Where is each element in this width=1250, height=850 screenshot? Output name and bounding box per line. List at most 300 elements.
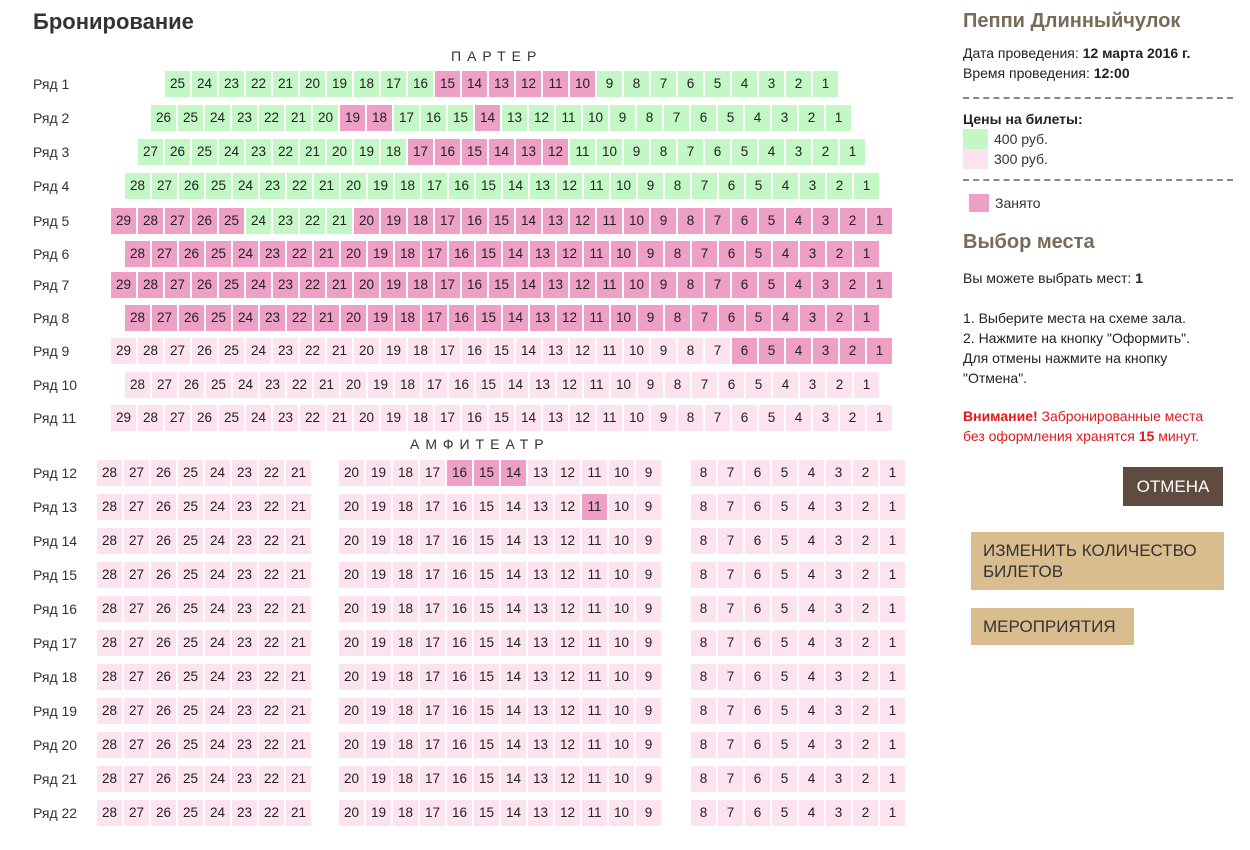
- seat[interactable]: 8: [691, 494, 716, 520]
- seat[interactable]: 23: [273, 338, 298, 364]
- seat[interactable]: 7: [718, 596, 743, 622]
- seat[interactable]: 21: [327, 208, 352, 234]
- seat[interactable]: 9: [636, 562, 661, 588]
- seat[interactable]: 19: [366, 766, 391, 792]
- seat[interactable]: 26: [151, 766, 176, 792]
- seat[interactable]: 17: [422, 372, 447, 398]
- seat[interactable]: 15: [474, 630, 499, 656]
- seat[interactable]: 12: [555, 460, 580, 486]
- seat[interactable]: 21: [286, 630, 311, 656]
- seat[interactable]: 25: [178, 460, 203, 486]
- seat[interactable]: 17: [420, 664, 445, 690]
- seat[interactable]: 18: [393, 460, 418, 486]
- seat[interactable]: 1: [854, 372, 879, 398]
- seat[interactable]: 3: [786, 139, 811, 165]
- seat[interactable]: 27: [165, 338, 190, 364]
- seat[interactable]: 5: [718, 105, 743, 131]
- seat[interactable]: 5: [772, 494, 797, 520]
- seat[interactable]: 24: [205, 494, 230, 520]
- seat[interactable]: 6: [719, 173, 744, 199]
- seat[interactable]: 6: [745, 664, 770, 690]
- seat[interactable]: 18: [393, 732, 418, 758]
- seat[interactable]: 10: [609, 562, 634, 588]
- seat[interactable]: 22: [259, 596, 284, 622]
- seat[interactable]: 9: [636, 494, 661, 520]
- seat[interactable]: 10: [609, 698, 634, 724]
- seat[interactable]: 7: [705, 405, 730, 431]
- seat[interactable]: 27: [124, 766, 149, 792]
- seat[interactable]: 2: [840, 405, 865, 431]
- seat[interactable]: 23: [273, 208, 298, 234]
- seat[interactable]: 8: [624, 71, 649, 97]
- seat[interactable]: 14: [501, 800, 526, 826]
- seat[interactable]: 15: [474, 596, 499, 622]
- seat[interactable]: 17: [422, 173, 447, 199]
- seat[interactable]: 6: [719, 372, 744, 398]
- seat[interactable]: 9: [636, 800, 661, 826]
- seat[interactable]: 27: [124, 698, 149, 724]
- seat[interactable]: 4: [799, 732, 824, 758]
- seat[interactable]: 17: [420, 698, 445, 724]
- seat[interactable]: 3: [826, 766, 851, 792]
- seat[interactable]: 19: [366, 596, 391, 622]
- seat[interactable]: 18: [395, 173, 420, 199]
- seat[interactable]: 10: [583, 105, 608, 131]
- seat[interactable]: 18: [393, 800, 418, 826]
- seat[interactable]: 22: [259, 494, 284, 520]
- seat[interactable]: 28: [125, 372, 150, 398]
- seat[interactable]: 16: [447, 732, 472, 758]
- seat[interactable]: 24: [233, 372, 258, 398]
- seat[interactable]: 18: [408, 405, 433, 431]
- seat[interactable]: 28: [138, 338, 163, 364]
- seat[interactable]: 7: [718, 664, 743, 690]
- seat[interactable]: 21: [286, 596, 311, 622]
- seat[interactable]: 24: [246, 208, 271, 234]
- seat[interactable]: 20: [300, 71, 325, 97]
- seat[interactable]: 19: [366, 630, 391, 656]
- seat[interactable]: 22: [259, 800, 284, 826]
- seat[interactable]: 5: [772, 596, 797, 622]
- seat[interactable]: 13: [528, 562, 553, 588]
- seat[interactable]: 9: [624, 139, 649, 165]
- seat[interactable]: 2: [853, 460, 878, 486]
- seat[interactable]: 26: [151, 494, 176, 520]
- seat[interactable]: 24: [219, 139, 244, 165]
- seat[interactable]: 15: [448, 105, 473, 131]
- seat[interactable]: 12: [555, 732, 580, 758]
- seat[interactable]: 21: [286, 562, 311, 588]
- seat[interactable]: 13: [543, 338, 568, 364]
- seat[interactable]: 4: [799, 698, 824, 724]
- seat[interactable]: 1: [880, 494, 905, 520]
- seat[interactable]: 15: [474, 800, 499, 826]
- seat[interactable]: 8: [691, 800, 716, 826]
- seat[interactable]: 19: [381, 405, 406, 431]
- seat[interactable]: 26: [151, 596, 176, 622]
- seat[interactable]: 16: [447, 766, 472, 792]
- seat[interactable]: 3: [759, 71, 784, 97]
- seat[interactable]: 27: [124, 596, 149, 622]
- seat[interactable]: 23: [260, 372, 285, 398]
- seat[interactable]: 14: [501, 528, 526, 554]
- seat[interactable]: 1: [867, 405, 892, 431]
- seat[interactable]: 27: [152, 173, 177, 199]
- seat[interactable]: 24: [205, 105, 230, 131]
- seat[interactable]: 12: [557, 173, 582, 199]
- seat[interactable]: 1: [880, 800, 905, 826]
- seat[interactable]: 7: [718, 698, 743, 724]
- seat[interactable]: 8: [691, 596, 716, 622]
- seat[interactable]: 18: [354, 71, 379, 97]
- seat[interactable]: 6: [745, 800, 770, 826]
- seat[interactable]: 5: [772, 562, 797, 588]
- seat[interactable]: 20: [354, 405, 379, 431]
- seat[interactable]: 9: [597, 71, 622, 97]
- seat[interactable]: 3: [826, 630, 851, 656]
- seat[interactable]: 14: [501, 596, 526, 622]
- seat[interactable]: 22: [259, 732, 284, 758]
- seat[interactable]: 17: [420, 460, 445, 486]
- seat[interactable]: 6: [745, 460, 770, 486]
- seat[interactable]: 8: [651, 139, 676, 165]
- seat[interactable]: 14: [516, 338, 541, 364]
- seat[interactable]: 19: [366, 800, 391, 826]
- seat[interactable]: 9: [651, 405, 676, 431]
- seat[interactable]: 16: [449, 372, 474, 398]
- seat[interactable]: 16: [447, 528, 472, 554]
- seat[interactable]: 24: [205, 800, 230, 826]
- seat[interactable]: 24: [205, 664, 230, 690]
- seat[interactable]: 7: [718, 800, 743, 826]
- seat[interactable]: 7: [718, 494, 743, 520]
- seat[interactable]: 11: [582, 460, 607, 486]
- seat[interactable]: 1: [880, 562, 905, 588]
- seat[interactable]: 28: [97, 800, 122, 826]
- seat[interactable]: 5: [772, 698, 797, 724]
- seat[interactable]: 8: [691, 528, 716, 554]
- seat[interactable]: 10: [624, 338, 649, 364]
- seat[interactable]: 23: [232, 528, 257, 554]
- seat[interactable]: 3: [826, 528, 851, 554]
- seat[interactable]: 19: [366, 698, 391, 724]
- seat[interactable]: 4: [759, 139, 784, 165]
- seat[interactable]: 19: [368, 372, 393, 398]
- seat[interactable]: 28: [125, 173, 150, 199]
- seat[interactable]: 24: [246, 405, 271, 431]
- seat[interactable]: 16: [447, 664, 472, 690]
- seat[interactable]: 2: [827, 372, 852, 398]
- seat[interactable]: 8: [665, 372, 690, 398]
- seat[interactable]: 4: [786, 405, 811, 431]
- seat[interactable]: 12: [570, 338, 595, 364]
- seat[interactable]: 3: [826, 562, 851, 588]
- seat[interactable]: 3: [800, 173, 825, 199]
- seat[interactable]: 15: [474, 732, 499, 758]
- seat[interactable]: 10: [611, 372, 636, 398]
- seat[interactable]: 14: [501, 664, 526, 690]
- seat[interactable]: 1: [880, 596, 905, 622]
- seat[interactable]: 27: [124, 562, 149, 588]
- seat[interactable]: 10: [611, 173, 636, 199]
- seat[interactable]: 27: [152, 372, 177, 398]
- seat[interactable]: 7: [692, 173, 717, 199]
- seat[interactable]: 24: [205, 732, 230, 758]
- seat[interactable]: 4: [773, 372, 798, 398]
- seat[interactable]: 6: [745, 630, 770, 656]
- seat[interactable]: 22: [259, 460, 284, 486]
- seat[interactable]: 3: [813, 405, 838, 431]
- seat[interactable]: 1: [880, 630, 905, 656]
- seat[interactable]: 8: [691, 698, 716, 724]
- seat[interactable]: 3: [826, 494, 851, 520]
- seat[interactable]: 17: [420, 562, 445, 588]
- seat[interactable]: 4: [773, 173, 798, 199]
- seat[interactable]: 19: [366, 494, 391, 520]
- seat[interactable]: 21: [286, 766, 311, 792]
- seat[interactable]: 22: [259, 664, 284, 690]
- seat[interactable]: 26: [151, 630, 176, 656]
- seat[interactable]: 4: [799, 630, 824, 656]
- seat[interactable]: 6: [745, 732, 770, 758]
- seat[interactable]: 23: [260, 173, 285, 199]
- seat[interactable]: 20: [339, 698, 364, 724]
- seat[interactable]: 21: [286, 664, 311, 690]
- seat[interactable]: 9: [636, 460, 661, 486]
- seat[interactable]: 1: [826, 105, 851, 131]
- seat[interactable]: 3: [826, 800, 851, 826]
- seat[interactable]: 5: [759, 405, 784, 431]
- seat[interactable]: 17: [394, 105, 419, 131]
- seat[interactable]: 28: [97, 732, 122, 758]
- seat[interactable]: 6: [745, 766, 770, 792]
- seat[interactable]: 12: [555, 698, 580, 724]
- seat[interactable]: 7: [718, 528, 743, 554]
- seat[interactable]: 11: [582, 732, 607, 758]
- seat[interactable]: 17: [420, 596, 445, 622]
- seat[interactable]: 24: [205, 630, 230, 656]
- seat[interactable]: 18: [408, 338, 433, 364]
- seat[interactable]: 11: [570, 139, 595, 165]
- seat[interactable]: 21: [273, 71, 298, 97]
- seat[interactable]: 13: [528, 800, 553, 826]
- seat[interactable]: 14: [501, 732, 526, 758]
- seat[interactable]: 24: [205, 562, 230, 588]
- seat[interactable]: 11: [556, 105, 581, 131]
- seat[interactable]: 11: [584, 173, 609, 199]
- seat[interactable]: 24: [192, 71, 217, 97]
- seat[interactable]: 3: [826, 596, 851, 622]
- seat[interactable]: 5: [772, 630, 797, 656]
- seat[interactable]: 4: [799, 460, 824, 486]
- seat[interactable]: 2: [853, 494, 878, 520]
- seat[interactable]: 2: [853, 630, 878, 656]
- seat[interactable]: 23: [246, 139, 271, 165]
- seat[interactable]: 14: [501, 698, 526, 724]
- seat[interactable]: 25: [178, 105, 203, 131]
- seat[interactable]: 17: [420, 766, 445, 792]
- seat[interactable]: 24: [233, 173, 258, 199]
- seat[interactable]: 28: [97, 562, 122, 588]
- seat[interactable]: 23: [232, 494, 257, 520]
- seat[interactable]: 1: [813, 71, 838, 97]
- seat[interactable]: 19: [381, 338, 406, 364]
- seat[interactable]: 16: [447, 800, 472, 826]
- seat[interactable]: 4: [799, 562, 824, 588]
- seat[interactable]: 14: [501, 630, 526, 656]
- seat[interactable]: 9: [610, 105, 635, 131]
- seat[interactable]: 4: [799, 766, 824, 792]
- seat[interactable]: 9: [636, 664, 661, 690]
- seat[interactable]: 28: [97, 596, 122, 622]
- seat[interactable]: 27: [124, 528, 149, 554]
- seat[interactable]: 26: [165, 139, 190, 165]
- seat[interactable]: 11: [582, 562, 607, 588]
- seat[interactable]: 16: [447, 596, 472, 622]
- seat[interactable]: 13: [528, 698, 553, 724]
- seat[interactable]: 25: [178, 698, 203, 724]
- seat[interactable]: 5: [772, 664, 797, 690]
- seat[interactable]: 19: [366, 528, 391, 554]
- seat[interactable]: 15: [489, 338, 514, 364]
- seat[interactable]: 15: [474, 766, 499, 792]
- seat[interactable]: 16: [447, 494, 472, 520]
- seat[interactable]: 18: [381, 139, 406, 165]
- seat[interactable]: 2: [853, 732, 878, 758]
- seat[interactable]: 9: [636, 528, 661, 554]
- seat[interactable]: 3: [800, 372, 825, 398]
- seat[interactable]: 1: [880, 460, 905, 486]
- seat[interactable]: 20: [339, 630, 364, 656]
- seat[interactable]: 26: [151, 732, 176, 758]
- seat[interactable]: 21: [300, 139, 325, 165]
- seat[interactable]: 25: [178, 630, 203, 656]
- seat[interactable]: 6: [745, 494, 770, 520]
- seat[interactable]: 6: [745, 562, 770, 588]
- seat[interactable]: 21: [327, 338, 352, 364]
- seat[interactable]: 23: [232, 460, 257, 486]
- seat[interactable]: 8: [691, 664, 716, 690]
- seat[interactable]: 3: [826, 460, 851, 486]
- seat[interactable]: 23: [232, 105, 257, 131]
- seat[interactable]: 3: [772, 105, 797, 131]
- seat[interactable]: 10: [609, 664, 634, 690]
- seat[interactable]: 17: [381, 71, 406, 97]
- seat[interactable]: 5: [746, 173, 771, 199]
- seat[interactable]: 6: [745, 596, 770, 622]
- seat[interactable]: 5: [772, 528, 797, 554]
- seat[interactable]: 26: [151, 105, 176, 131]
- seat[interactable]: 23: [273, 405, 298, 431]
- seat[interactable]: 9: [638, 372, 663, 398]
- seat[interactable]: 11: [582, 596, 607, 622]
- seat[interactable]: 7: [664, 105, 689, 131]
- seat[interactable]: 24: [205, 698, 230, 724]
- seat[interactable]: 21: [314, 173, 339, 199]
- seat[interactable]: 6: [732, 405, 757, 431]
- seat[interactable]: 26: [151, 460, 176, 486]
- seat[interactable]: 18: [393, 596, 418, 622]
- seat[interactable]: 14: [501, 766, 526, 792]
- seat[interactable]: 7: [718, 766, 743, 792]
- seat[interactable]: 9: [636, 698, 661, 724]
- seat[interactable]: 2: [799, 105, 824, 131]
- seat[interactable]: 13: [530, 173, 555, 199]
- seat[interactable]: 26: [151, 562, 176, 588]
- seat[interactable]: 10: [609, 766, 634, 792]
- seat[interactable]: 21: [286, 698, 311, 724]
- seat[interactable]: 7: [718, 732, 743, 758]
- seat[interactable]: 15: [476, 173, 501, 199]
- seat[interactable]: 13: [528, 630, 553, 656]
- seat[interactable]: 15: [474, 698, 499, 724]
- seat[interactable]: 11: [582, 766, 607, 792]
- seat[interactable]: 25: [192, 139, 217, 165]
- seat[interactable]: 12: [555, 494, 580, 520]
- seat[interactable]: 25: [178, 664, 203, 690]
- seat[interactable]: 15: [474, 562, 499, 588]
- seat[interactable]: 7: [651, 71, 676, 97]
- seat[interactable]: 25: [206, 173, 231, 199]
- seat[interactable]: 26: [151, 528, 176, 554]
- seat[interactable]: 8: [665, 173, 690, 199]
- seat[interactable]: 13: [528, 460, 553, 486]
- seat[interactable]: 21: [314, 372, 339, 398]
- seat[interactable]: 12: [555, 528, 580, 554]
- seat[interactable]: 16: [449, 173, 474, 199]
- seat[interactable]: 8: [637, 105, 662, 131]
- seat[interactable]: 20: [339, 596, 364, 622]
- seat[interactable]: 10: [609, 460, 634, 486]
- seat[interactable]: 29: [111, 405, 136, 431]
- seat[interactable]: 26: [151, 698, 176, 724]
- seat[interactable]: 19: [327, 71, 352, 97]
- seat[interactable]: 4: [799, 800, 824, 826]
- seat[interactable]: 12: [557, 372, 582, 398]
- seat[interactable]: 11: [582, 698, 607, 724]
- seat[interactable]: 27: [124, 460, 149, 486]
- seat[interactable]: 12: [570, 405, 595, 431]
- seat[interactable]: 11: [582, 630, 607, 656]
- seat[interactable]: 28: [97, 630, 122, 656]
- seat[interactable]: 21: [286, 460, 311, 486]
- seat[interactable]: 7: [718, 460, 743, 486]
- seat[interactable]: 6: [691, 105, 716, 131]
- seat[interactable]: 10: [609, 800, 634, 826]
- seat[interactable]: 8: [691, 630, 716, 656]
- seat[interactable]: 23: [219, 71, 244, 97]
- seat[interactable]: 6: [705, 139, 730, 165]
- seat[interactable]: 1: [854, 173, 879, 199]
- seat[interactable]: 25: [206, 372, 231, 398]
- seat[interactable]: 11: [582, 664, 607, 690]
- seat[interactable]: 8: [678, 338, 703, 364]
- seat[interactable]: 15: [474, 528, 499, 554]
- seat[interactable]: 9: [636, 766, 661, 792]
- seat[interactable]: 7: [718, 562, 743, 588]
- seat[interactable]: 28: [97, 528, 122, 554]
- seat[interactable]: 16: [447, 630, 472, 656]
- seat[interactable]: 27: [124, 494, 149, 520]
- seat[interactable]: 11: [584, 372, 609, 398]
- seat[interactable]: 2: [786, 71, 811, 97]
- seat[interactable]: 9: [636, 630, 661, 656]
- seat[interactable]: 13: [543, 405, 568, 431]
- seat[interactable]: 4: [799, 664, 824, 690]
- seat[interactable]: 10: [609, 596, 634, 622]
- seat[interactable]: 5: [772, 766, 797, 792]
- seat[interactable]: 28: [97, 494, 122, 520]
